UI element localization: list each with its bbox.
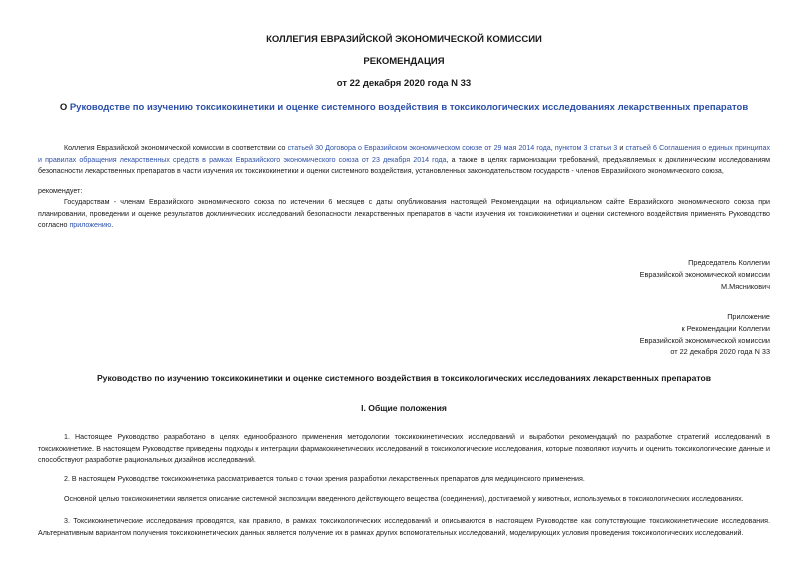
signature-name: М.Мясникович (721, 281, 770, 291)
signature-organization: Евразийской экономической комиссии (639, 269, 770, 279)
preamble-paragraph (38, 143, 770, 178)
recommendation-paragraph (38, 197, 770, 232)
appendix-date: от 22 декабря 2020 года N 33 (670, 347, 770, 357)
link-appendix[interactable]: приложению (69, 221, 112, 229)
guide-title: Руководство по изучению токсикокинетики и оценке системного воздействия в токсикологических исследованиях лекарственных препаратов (96, 373, 712, 383)
paragraph-2 (38, 474, 770, 486)
document-type: РЕКОМЕНДАЦИЯ (363, 56, 445, 67)
appendix-label: Приложение (727, 312, 770, 321)
preamble-text-2: , (550, 144, 555, 152)
signature-position: Председатель Коллегии (688, 258, 770, 267)
paragraph-1 (38, 432, 770, 467)
paragraph-3 (38, 494, 770, 506)
paragraph-4 (38, 516, 770, 539)
appendix-block (640, 311, 770, 358)
issuing-body: КОЛЛЕГИЯ ЕВРАЗИЙСКОЙ ЭКОНОМИЧЕСКОЙ КОМИССИИ (266, 34, 542, 45)
link-treaty-article-30[interactable]: статьей 30 Договора о Евразийском экономическом союзе от 29 мая 2014 года (287, 144, 551, 152)
title-prefix: О (59, 102, 70, 113)
appendix-ref: к Рекомендации Коллегии (681, 323, 770, 333)
appendix-organization: Евразийской экономической комиссии (639, 335, 770, 345)
document-date: от 22 декабря 2020 года N 33 (336, 78, 472, 89)
preamble-text-4: , а также в целях гармонизации требований, предъявляемых к доклиническим исследованиям безопасности лекарственных препаратов в части изучения их токсикокинетики и оценки системного воздействия, установленных законодательством государств - членов Евразийского экономического союза, (38, 155, 771, 175)
title-link[interactable]: Руководстве по изучению токсикокинетики и оценке системного воздействия в токсикологических исследованиях лекарственных препаратов (69, 102, 749, 113)
section-1-title: I. Общие положения (361, 403, 447, 413)
link-article-3-point-3[interactable]: пунктом 3 статьи 3 (554, 144, 618, 152)
paragraph-2-text: 2. В настоящем Руководстве токсикокинетика рассматривается только с точки зрения разработки лекарственных препаратов для медицинского применения. (64, 475, 585, 483)
recommendation-text-2: . (111, 221, 114, 229)
preamble-text-3: и (617, 144, 626, 152)
preamble-text-1: Коллегия Евразийской экономической комиссии в соответствии со (64, 144, 288, 152)
paragraph-1-text: 1. Настоящее Руководство разработано в целях единообразного применения методологии токсикокинетических исследований и выработки рекомендаций по разработке стратегий исследований в токсикокинетике. В настоящем Руководстве приведены подходы к интеграции фармакокинетических исследований в токсикологические исследования, которые позволяют изучить и оценить токсикологические данные и способствуют разработке рациональных дизайнов исследований. (38, 433, 770, 464)
recommends-line: рекомендует: (38, 187, 83, 195)
recommendation-text-1: Государствам - членам Евразийского экономического союза по истечении 6 месяцев с даты опубликования настоящей Рекомендации на официальном сайте Евразийского экономического союза при планировании, проведении и оценке результатов доклинических исследований безопасности лекарственных препаратов в части изучения их токсикокинетики и оценки системного воздействия применять Руководство согласно (38, 198, 770, 229)
link-agreement-article-6[interactable]: статьей 6 Соглашения о единых принципах и правилах обращения лекарственных средств в рамках Евразийского экономического союза от 23 декабря 2014 года (38, 144, 770, 164)
signature-block (640, 257, 770, 292)
document-title (38, 102, 770, 113)
paragraph-4-text: 3. Токсикокинетические исследования проводятся, как правило, в рамках токсикологических исследований и описываются в настоящем Руководстве как сопутствующие токсикокинетические исследования. Альтернативным вариантом получения токсикокинетических данных является получение их в рамках других вспомогательных исследований, моделирующих условия проведения токсикологических исследований. (38, 517, 770, 537)
paragraph-3-text: Основной целью токсикокинетики является описание системной экспозиции введенного действующего вещества (соединения), достигаемой у животных, используемых в токсикологических исследованиях. (64, 495, 744, 503)
